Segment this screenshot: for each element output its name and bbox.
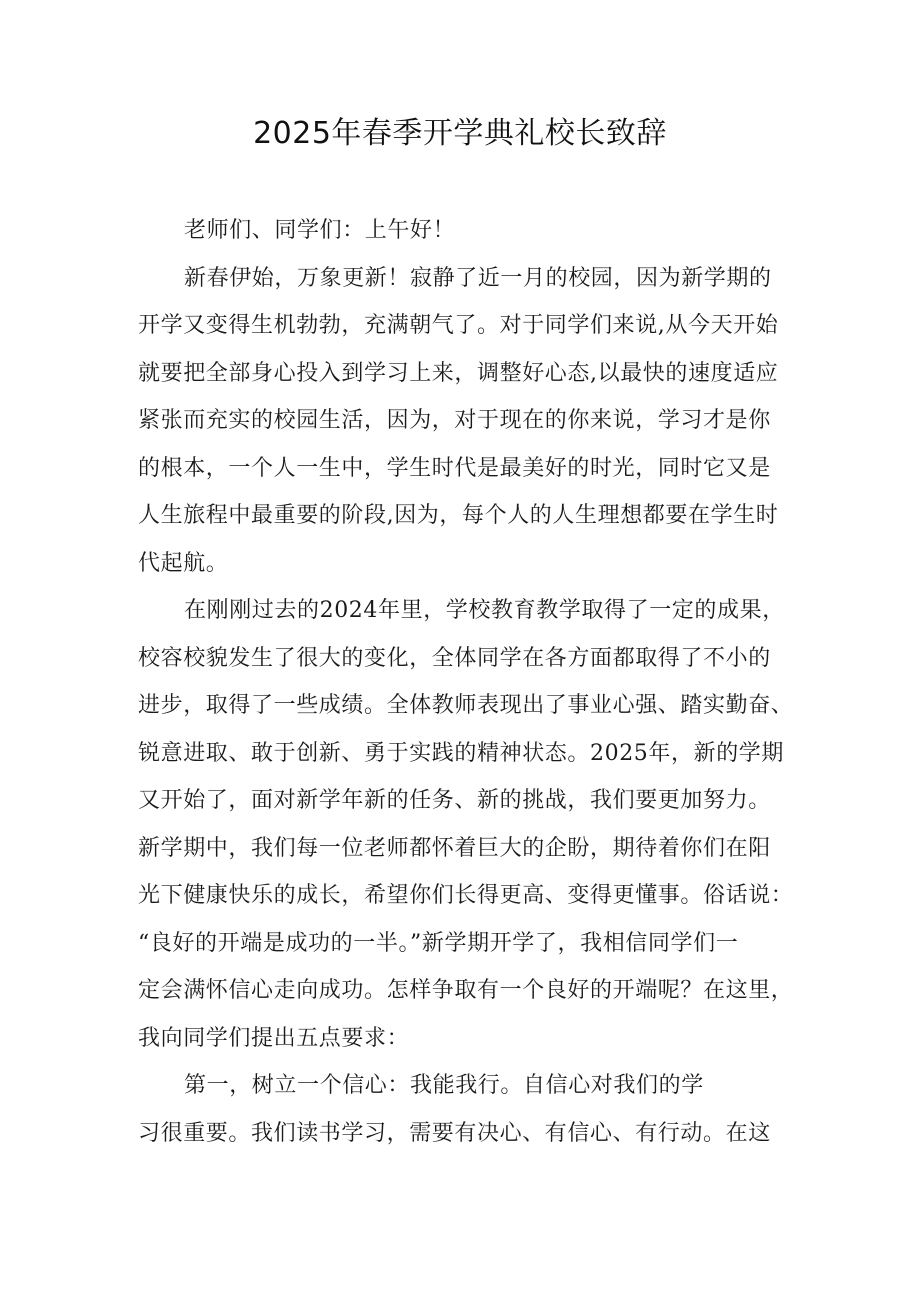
paragraph-line: 的根本，一个人一生中，学生时代是最美好的时光，同时它又是 <box>138 455 771 481</box>
paragraph-line: 我向同学们提出五点要求： <box>138 1025 410 1051</box>
paragraph-line: 光下健康快乐的成长，希望你们长得更高、变得更懂事。俗话说： <box>138 883 794 908</box>
document-title: 2025年春季开学典礼校长致辞 <box>253 116 667 151</box>
paragraph-line: 第一，树立一个信心：我能我行。自信心对我们的学 <box>184 1073 704 1098</box>
document-body <box>138 212 794 1162</box>
paragraph-line: 就要把全部身心投入到学习上来，调整好心态,以最快的速度适应 <box>138 360 779 386</box>
paragraph-line: 又开始了，面对新学年新的任务、新的挑战，我们要更加努力。 <box>138 788 771 813</box>
paragraph-line: 代起航。 <box>138 550 229 576</box>
paragraph-line: 新学期中，我们每一位老师都怀着巨大的企盼，期待着你们在阳 <box>138 835 771 861</box>
paragraph-line: 新春伊始，万象更新！寂静了近一月的校园，因为新学期的 <box>184 265 772 291</box>
paragraph-line: 紧张而充实的校园生活，因为，对于现在的你来说，学习才是你 <box>138 408 771 433</box>
greeting-line: 老师们、同学们：上午好！ <box>184 218 456 243</box>
paragraph-line: “良好的开端是成功的一半。”新学期开学了，我相信同学们一 <box>138 930 739 956</box>
paragraph-line: 锐意进取、敢于创新、勇于实践的精神状态。2025年，新的学期 <box>138 740 784 766</box>
paragraph-line: 进步，取得了一些成绩。全体教师表现出了事业心强、踏实勤奋、 <box>138 693 794 718</box>
paragraph-line: 习很重要。我们读书学习，需要有决心、有信心、有行动。在这 <box>138 1120 771 1146</box>
paragraph-line: 人生旅程中最重要的阶段,因为，每个人的人生理想都要在学生时 <box>138 503 779 528</box>
paragraph-line: 在刚刚过去的2024年里，学校教育教学取得了一定的成果， <box>184 598 785 623</box>
paragraph-line: 开学又变得生机勃勃，充满朝气了。对于同学们来说,从今天开始 <box>138 313 779 338</box>
paragraph-line: 校容校貌发生了很大的变化，全体同学在各方面都取得了不小的 <box>138 645 771 671</box>
paragraph-line: 定会满怀信心走向成功。怎样争取有一个良好的开端呢？在这里， <box>138 978 794 1003</box>
